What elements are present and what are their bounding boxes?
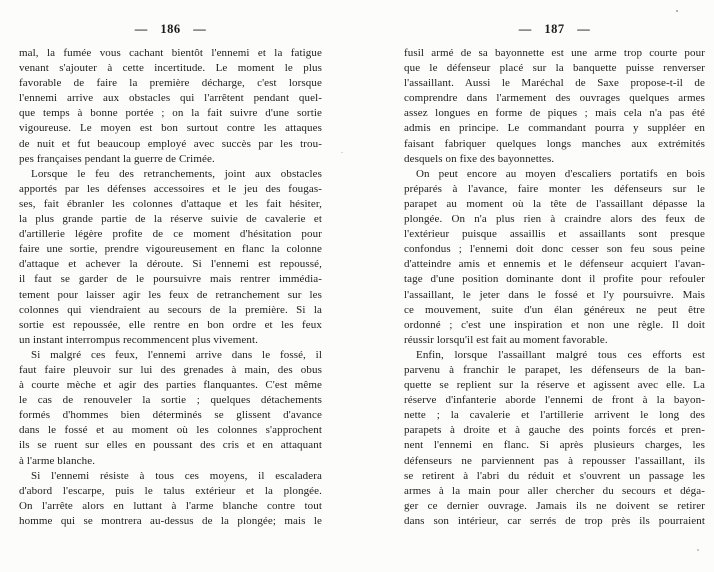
text-line: comprendre dans l'armement des ouvrages quelques armes — [404, 92, 705, 105]
text-line: quette se replient sur la réserve et agissent avec elle. La — [404, 379, 705, 392]
text-line: un instant interrompus recommencent plus vivement. — [19, 333, 259, 346]
text-line: réussir lorsqu'il est fait au moment favorable. — [404, 333, 608, 346]
scan-speck — [697, 549, 699, 551]
text-line: venant s'ajouter à cette incertitude. Le moment le plus — [19, 62, 322, 75]
text-line: Enfin, lorsque l'assaillant malgré tous ces efforts est — [416, 348, 705, 361]
text-line: faisant fabriquer quelques longs manches aux extrémités — [404, 137, 705, 150]
text-line: d'attaque et achever la déroute. Si l'ennemi est repoussé, — [19, 258, 322, 271]
text-line: homme qui se montrera au-dessus de la plongée; mais le — [19, 514, 322, 527]
text-line: Si malgré ces feux, l'ennemi arrive dans le fossé, il — [31, 348, 322, 361]
text-line: ils se ruent sur elles en poussant des cris et en attaquant — [19, 439, 322, 452]
text-line: plongée. On n'a plus rien à craindre alors des feux de — [404, 213, 705, 226]
text-line: le cas de renouveler la sortie ; quelques détachements — [19, 394, 322, 407]
text-line: la plus grande partie de la réserve suivie de cavalerie et — [19, 213, 322, 226]
text-line: parapet au moment où la tête de l'assaillant dépasse la — [404, 197, 705, 210]
text-line: admis en principe. Le commandant pourra y suppléer en — [404, 122, 705, 135]
text-line: colonnes qui viendraient au secours de la première. Si la — [19, 303, 322, 316]
text-line: faire une sortie, prendre vigoureusement en flanc la colonne — [19, 243, 322, 256]
text-line: d'abord l'escarpe, puis le talus extérieur et la plongée. — [19, 484, 322, 497]
text-line: nette ; la cavalerie et l'artillerie arrivent le long des — [404, 409, 705, 422]
text-line: de nuit et fut beaucoup employé avec succès par les trou- — [19, 137, 322, 150]
text-line: préparés à l'avance, faire monter les défenseurs sur le — [404, 182, 705, 195]
text-line: desquels on fixe des bayonnettes. — [404, 152, 555, 165]
text-line: mal, la fumée vous cachant bientôt l'ennemi et la fatigue — [19, 47, 322, 59]
text-line: parapets à droite et à gauche des points forcés et pren- — [404, 424, 705, 437]
page-number-header: — 186 — — [134, 22, 207, 36]
text-line: l'ennemi arrive aux obstacles qui l'arrêtent pendant quel- — [19, 92, 322, 105]
text-line: favorable de faire la première décharge, c'est lorsque — [19, 77, 322, 90]
page-186 — [19, 22, 322, 529]
text-line: que le défenseur placé sur la banquette puisse renverser — [404, 62, 705, 75]
text-line: tage d'une position dominante dont il profite pour refouler — [404, 273, 705, 286]
text-line: d'artillerie légère profite de ce moment d'hésitation pour — [19, 228, 322, 241]
text-line: l'extérieur puisque assaillis et assaillants sont presque — [404, 228, 705, 241]
text-line: à l'arme blanche. — [19, 454, 96, 467]
page-body — [404, 46, 705, 529]
text-line: défenseurs ne parviennent pas à repousser l'assaillant, ils — [404, 454, 705, 467]
text-line: dans le fossé et au moment où les colonnes s'approchent — [19, 424, 322, 437]
text-line: parvenu à franchir le parapet, les défenseurs de la ban- — [404, 363, 705, 376]
text-line: sortie est repoussée, elle rentre en bon ordre et les feux — [19, 318, 322, 331]
text-line: On peut encore au moyen d'escaliers portatifs en bois — [416, 167, 705, 180]
page-body — [19, 46, 322, 529]
page-number-header: — 187 — — [518, 22, 591, 36]
text-line: On l'arrête alors en luttant à l'arme blanche contre tout — [19, 499, 322, 512]
text-line: apportés par les défenses accessoires et le jeu des fougas- — [19, 182, 322, 195]
text-line: armes à la main pour aller chercher du secours et déga- — [404, 484, 705, 497]
text-line: faut faire pleuvoir sur lui des grenades à main, des obus — [19, 363, 322, 376]
text-line: Lorsque le feu des retranchements, joint aux obstacles — [31, 167, 322, 180]
text-line: dans son intérieur, car serrés de trop près ils pourraient — [404, 514, 705, 527]
text-line: ses, fait ébranler les colonnes d'attaque et les fait hésiter, — [19, 197, 322, 210]
text-line: l'assaillant. Aussi le Maréchal de Saxe propose-t-il de — [404, 77, 705, 90]
text-line: d'atteindre amis et ennemis et le défenseur acquiert l'avan- — [404, 258, 705, 271]
text-line: fusil armé de sa bayonnette est une arme trop courte pour — [404, 47, 705, 59]
text-line: que temps à bonne portée ; on la fait suivre d'une sortie — [19, 107, 322, 120]
text-line: nent l'ennemi en flanc. Si après plusieurs charges, les — [404, 439, 705, 452]
text-line: formés d'hommes bien déterminés se glissent d'avance — [19, 409, 322, 422]
text-line: il faut se garder de le poursuivre mais rentrer immédia- — [19, 273, 322, 286]
text-line: pes françaises pendant la guerre de Crimée. — [19, 152, 215, 165]
text-line: réserve d'infanterie aborde l'ennemi de front à la bayon- — [404, 394, 705, 407]
text-line: ger ce dernier ouvrage. Jamais ils ne doivent se retirer — [404, 499, 705, 512]
page-187 — [404, 22, 705, 529]
text-line: assez longues en forme de piques ; mais cela n'a pas été — [404, 107, 705, 120]
text-line: l'assaillant, le jeter dans le fossé et l'y poursuivre. Mais — [404, 288, 705, 301]
text-line: vigoureuse. Le moyen est bon surtout contre les attaques — [19, 122, 322, 135]
text-line: tement pour laisser agir les feux de retranchement sur les — [19, 288, 322, 301]
text-line: confondus ; l'ennemi doit donc cesser son feu sous peine — [404, 243, 705, 256]
text-line: se retirent à l'abri du réduit et s'ouvrent un passage les — [404, 469, 705, 482]
text-line: Si l'ennemi résiste à tous ces moyens, il escaladera — [31, 469, 322, 482]
text-line: ordonné ; c'est une inspiration et non une règle. Il doit — [404, 318, 705, 331]
scan-speck — [341, 152, 343, 153]
scan-speck — [676, 10, 678, 12]
text-line: à courte mèche et agir des parties flanquantes. C'est même — [19, 379, 322, 392]
text-line: ce mouvement, suite d'un élan généreux ne peut être — [404, 303, 705, 316]
